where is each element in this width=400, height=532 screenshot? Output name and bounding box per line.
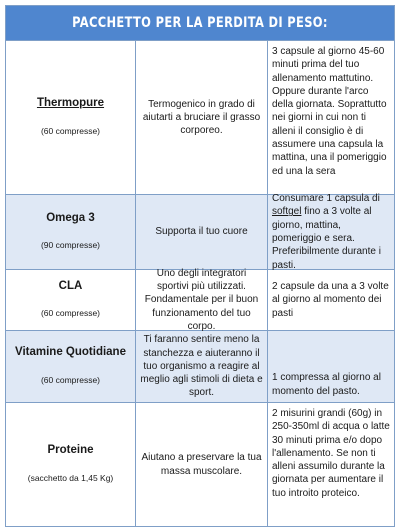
dosage-text-end: fino a 3 volte al giorno, mattina, pomeriggio e sera. Preferibilmente durante i pasti. xyxy=(272,206,381,271)
table-row-vitamine xyxy=(6,330,394,402)
product-quantity: (60 compresse) xyxy=(40,125,101,136)
dosage-text: 2 misurini grandi (60g) in 250-350ml di acqua o latte 30 minuti prima e/o dopo l'allenamento. Se non ti alleni assumilo durante la giornata per aumentare il tuo introito proteico. xyxy=(272,408,390,499)
product-cell xyxy=(6,403,136,526)
product-name: Proteine xyxy=(47,444,94,457)
benefit-cell xyxy=(136,331,268,402)
table-header xyxy=(6,6,394,40)
product-name: Omega 3 xyxy=(46,211,95,224)
dosage-cell xyxy=(268,41,394,194)
product-cell xyxy=(6,195,136,269)
product-cell xyxy=(6,270,136,330)
supplement-table xyxy=(5,5,395,527)
dosage-cell xyxy=(268,403,394,526)
softgel-link[interactable]: softgel xyxy=(272,206,302,218)
dosage-text-start: Consumare 1 capsula di xyxy=(272,193,380,205)
dosage-cell xyxy=(268,331,394,402)
product-name: Thermopure xyxy=(36,97,105,110)
dosage-text: 3 capsule al giorno 45-60 minuti prima del tuo allenamento mattutino. Oppure durante l'arco della giornata. Soprattutto nei giorni in cui non ti alleni il consiglio è di assumere una capsula la mattina, una il pomeriggio ed una la sera xyxy=(272,46,387,177)
product-quantity: (90 compresse) xyxy=(40,240,101,250)
dosage-cell xyxy=(268,195,394,269)
benefit-text: Ti faranno sentire meno la stanchezza e aiuteranno il tuo organismo a reagire al meglio agli stimoli di dieta e sport. xyxy=(140,334,263,399)
benefit-cell xyxy=(136,267,268,332)
table-title: PACCHETTO PER LA PERDITA DI PESO: xyxy=(72,15,328,31)
product-quantity: (60 compresse) xyxy=(40,308,101,318)
dosage-text: 2 capsule da una a 3 volte al giorno al momento dei pasti xyxy=(272,281,389,319)
product-quantity: (sacchetto da 1,45 Kg) xyxy=(27,472,114,483)
dosage-cell xyxy=(268,270,394,330)
product-cell xyxy=(6,331,136,402)
benefit-cell xyxy=(136,195,268,269)
benefit-text: Supporta il tuo cuore xyxy=(155,226,248,238)
product-cell xyxy=(6,41,136,194)
dosage-text: 1 compressa al giorno al momento del pasto. xyxy=(272,372,381,397)
benefit-text: Uno degli integratori sportivi più utilizzati. Fondamentale per il buon funzionamento del tuo corpo. xyxy=(144,267,259,332)
benefit-cell xyxy=(136,41,268,194)
dosage-text xyxy=(272,192,390,272)
table-row-thermopure xyxy=(6,40,394,194)
product-quantity: (60 compresse) xyxy=(40,374,101,385)
table-row-proteine xyxy=(6,402,394,526)
benefit-text: Aiutano a preservare la tua massa muscolare. xyxy=(141,452,262,477)
benefit-cell xyxy=(136,403,268,526)
table-row-omega3 xyxy=(6,194,394,269)
table-row-cla xyxy=(6,269,394,330)
benefit-text: Termogenico in grado di aiutarti a bruciare il grasso corporeo. xyxy=(142,98,261,137)
product-name: CLA xyxy=(58,279,83,292)
product-name: Vitamine Quotidiane xyxy=(15,346,126,359)
